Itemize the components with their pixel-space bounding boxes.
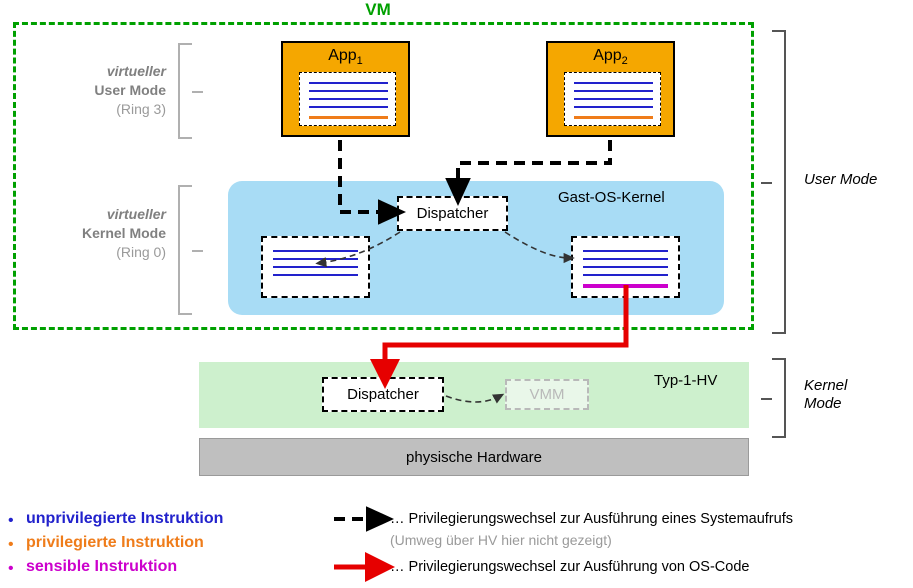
unprivileged-instruction-line	[574, 90, 653, 92]
legend-label-sensitive: sensible Instruktion	[26, 558, 178, 575]
label-virtual-kernel-mode-line1: virtueller	[106, 206, 166, 222]
label-virtual-kernel-mode-ring: (Ring 0)	[116, 244, 166, 260]
legend-bullet-privileged: •	[8, 536, 14, 553]
bracket-virtual-kernel-mode	[178, 185, 192, 315]
guest-kernel-code-right	[571, 236, 680, 298]
unprivileged-instruction-line	[574, 82, 653, 84]
app2-title	[548, 47, 673, 67]
unprivileged-instruction-line	[273, 250, 358, 252]
legend-desc-oscode: … Privilegierungswechsel zur Ausführung von OS-Code	[390, 559, 750, 575]
app1-code-card	[299, 72, 396, 126]
legend	[0, 500, 913, 588]
unprivileged-instruction-line	[309, 82, 388, 84]
unprivileged-instruction-line	[309, 90, 388, 92]
unprivileged-instruction-line	[273, 274, 358, 276]
unprivileged-instruction-line	[273, 258, 358, 260]
legend-label-privileged: privilegierte Instruktion	[26, 534, 204, 551]
unprivileged-instruction-line	[574, 106, 653, 108]
app2-box	[546, 41, 675, 137]
bracket-user-mode	[772, 30, 786, 334]
unprivileged-instruction-line	[273, 266, 358, 268]
legend-desc-syscall: … Privilegierungswechsel zur Ausführung eines Systemaufrufs	[390, 511, 793, 527]
unprivileged-instruction-line	[583, 250, 668, 252]
legend-label-unprivileged: unprivilegierte Instruktion	[26, 510, 224, 527]
guest-dispatcher-box: Dispatcher	[397, 196, 508, 231]
app2-subscript: 2	[621, 55, 628, 68]
unprivileged-instruction-line	[574, 98, 653, 100]
unprivileged-instruction-line	[309, 98, 388, 100]
app2-code-card	[564, 72, 661, 126]
bracket-virtual-user-mode	[178, 43, 192, 139]
app1-subscript: 1	[356, 55, 363, 68]
label-virtual-user-mode-line1: virtueller	[106, 63, 166, 79]
guest-kernel-code-left	[261, 236, 370, 298]
unprivileged-instruction-line	[583, 266, 668, 268]
hypervisor-label: Typ-1-HV	[654, 372, 718, 389]
label-virtual-kernel-mode	[30, 205, 166, 262]
label-virtual-user-mode-line2: User Mode	[94, 82, 166, 98]
label-virtual-kernel-mode-line2: Kernel Mode	[81, 225, 166, 241]
label-kernel-mode-line1: Kernel	[804, 377, 848, 394]
app1-name: App	[328, 47, 357, 64]
vm-label: VM	[365, 0, 391, 19]
vmm-box: VMM	[505, 379, 589, 410]
sensitive-instruction-line	[583, 284, 668, 288]
label-virtual-user-mode	[30, 62, 166, 119]
hv-dispatcher-box: Dispatcher	[322, 377, 444, 412]
label-user-mode: User Mode	[804, 171, 878, 188]
bracket-kernel-mode	[772, 358, 786, 438]
app1-box	[281, 41, 410, 137]
privileged-instruction-line	[574, 116, 653, 119]
label-virtual-user-mode-ring: (Ring 3)	[116, 101, 166, 117]
app2-name: App	[593, 47, 622, 64]
unprivileged-instruction-line	[583, 258, 668, 260]
unprivileged-instruction-line	[309, 106, 388, 108]
label-kernel-mode-line2: Mode	[804, 395, 842, 412]
label-kernel-mode	[804, 377, 847, 413]
legend-subdesc-syscall: (Umweg über HV hier nicht gezeigt)	[390, 532, 612, 548]
privileged-instruction-line	[309, 116, 388, 119]
physical-hardware-box: physische Hardware	[199, 438, 749, 476]
app1-title	[283, 47, 408, 67]
unprivileged-instruction-line	[583, 274, 668, 276]
guest-os-kernel-label: Gast-OS-Kernel	[558, 189, 665, 206]
legend-bullet-sensitive: •	[8, 560, 14, 577]
legend-bullet-unprivileged: •	[8, 512, 14, 529]
